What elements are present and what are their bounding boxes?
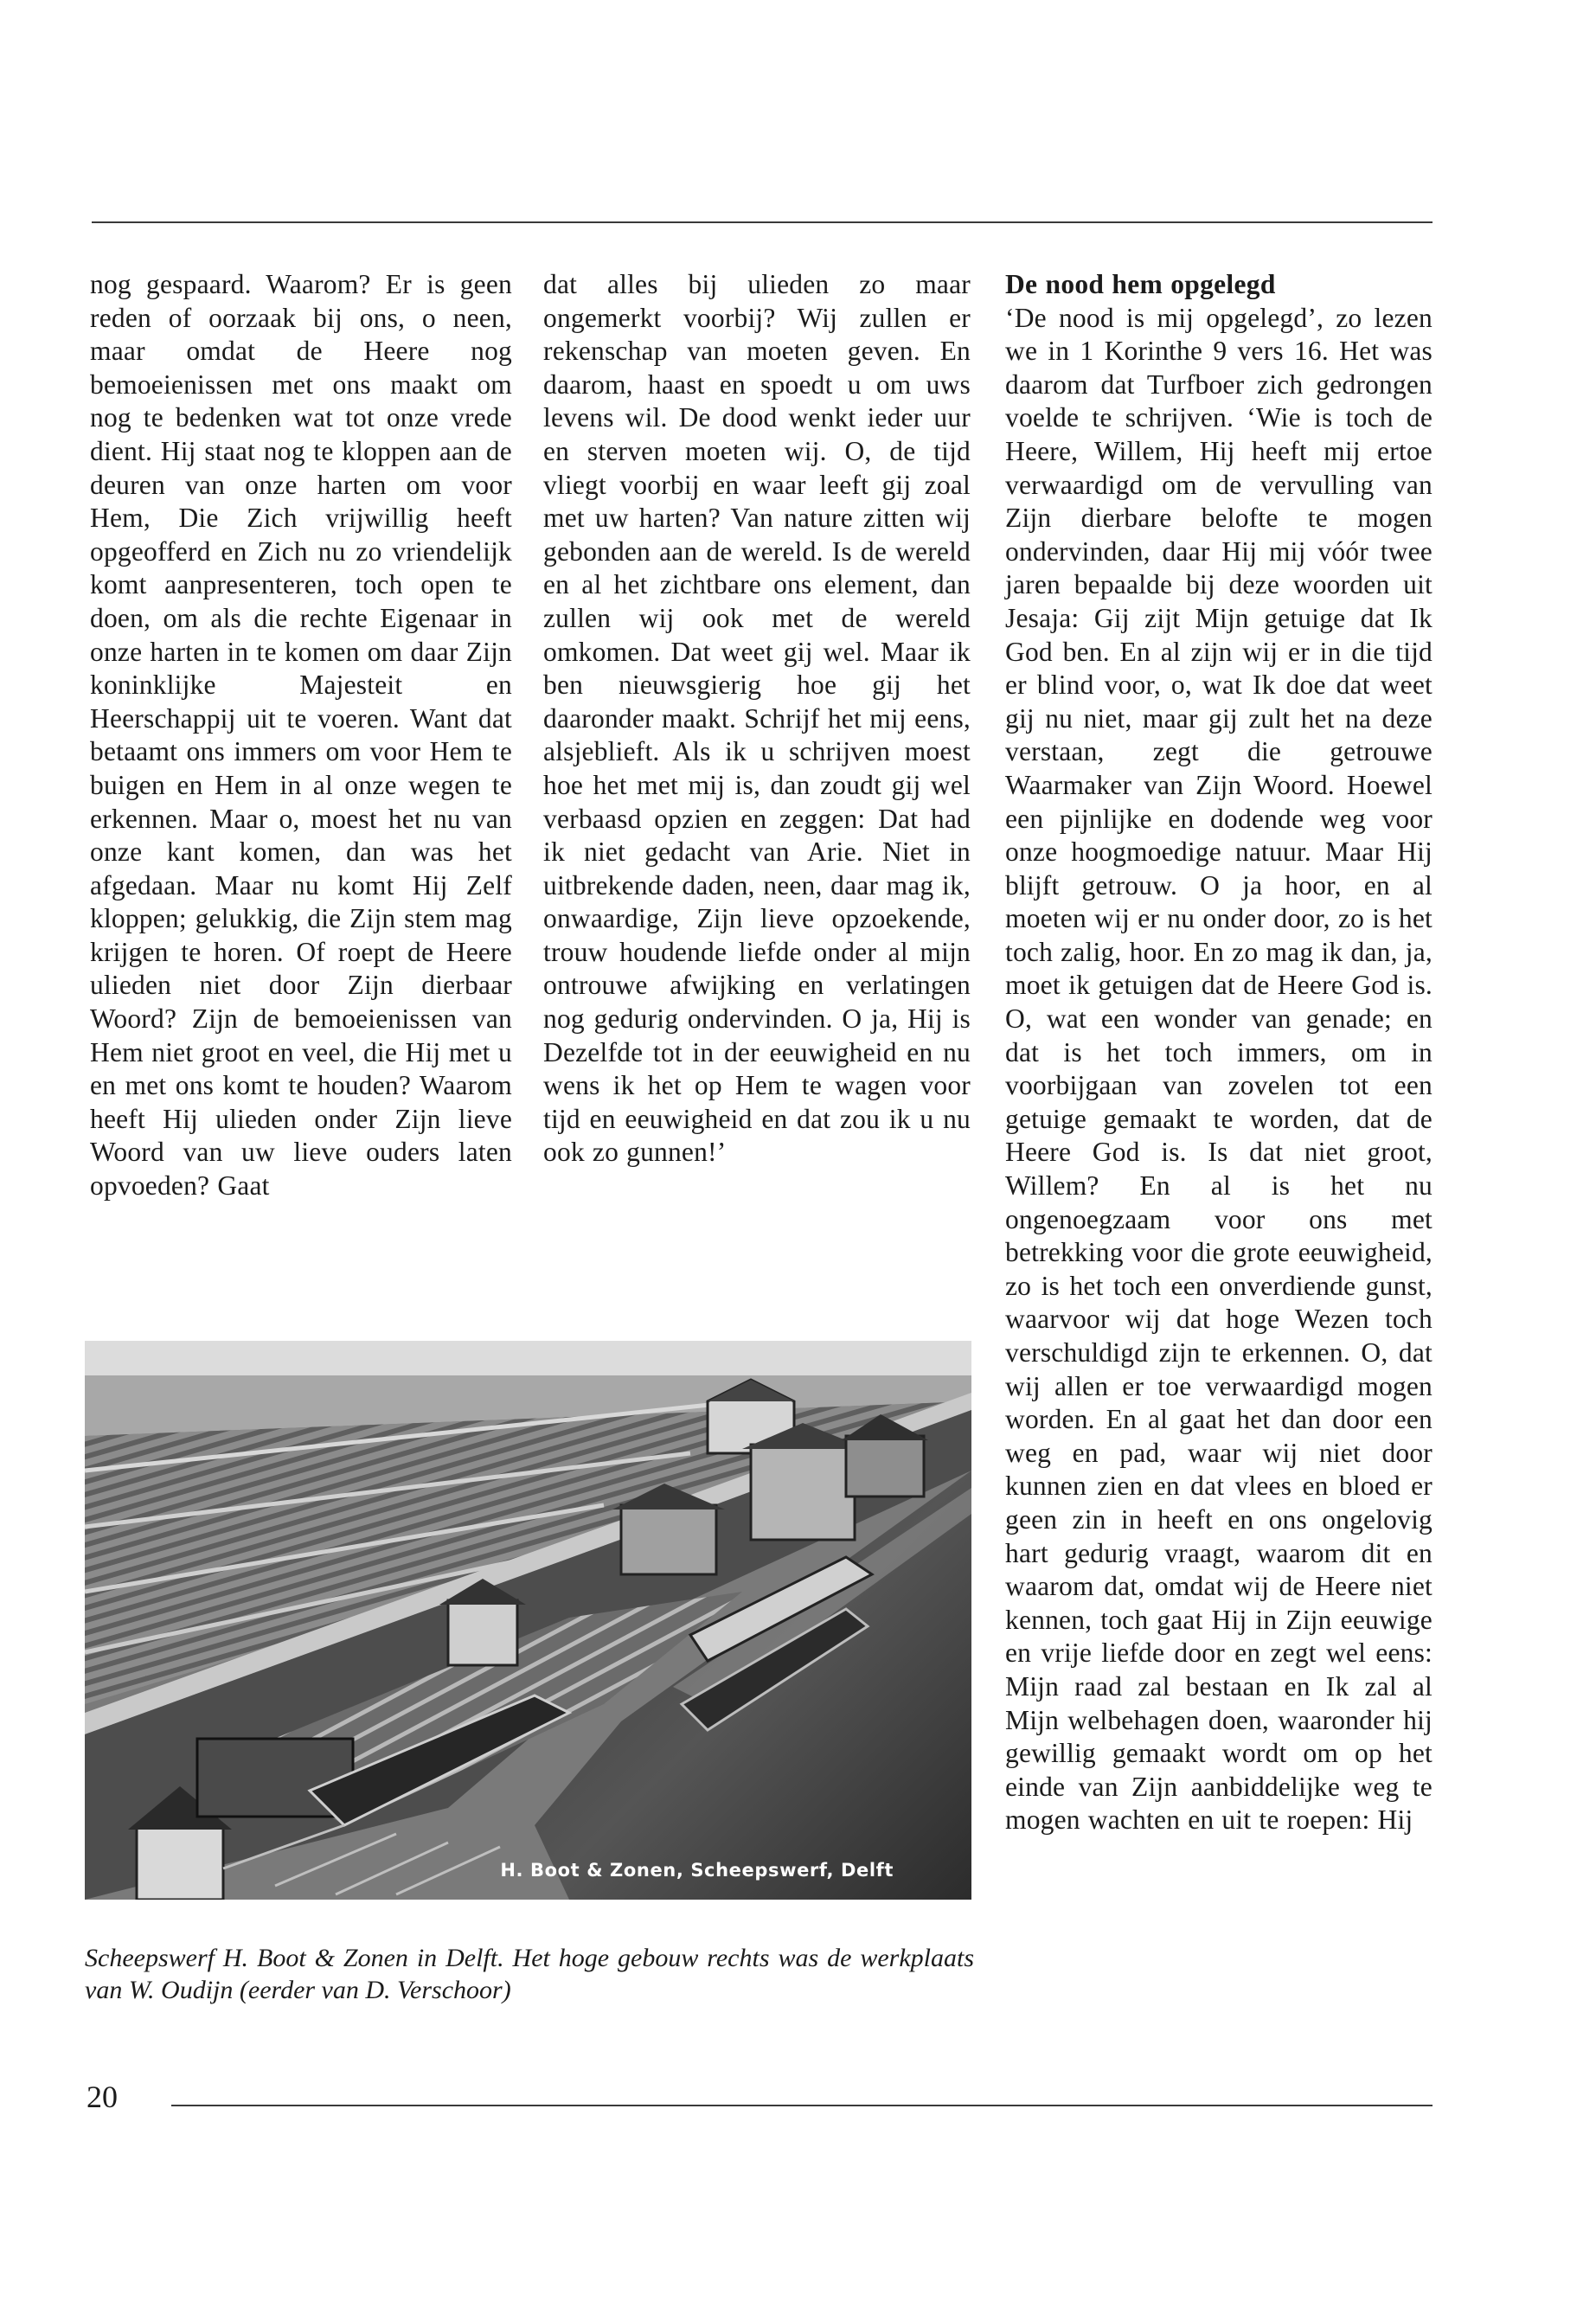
photo-caption: Scheepswerf H. Boot & Zonen in Delft. Het hoge gebouw rechts was de werkplaats van W. Oudijn (eerder van D. Verschoor) [85, 1944, 974, 2004]
photo-label: H. Boot & Zonen, Scheepswerf, Delft [500, 1860, 894, 1881]
text-column-1 [90, 268, 512, 1203]
shipyard-photo [85, 1341, 971, 1900]
column-3-text: ‘De nood is mij opgelegd’, zo lezen we in 1 Korinthe 9 vers 16. Het was daarom dat Turfboer zich gedrongen voelde te schrijven. ‘Wie is toch de Heere, Willem, Hij heeft mij ertoe verwaardigd om de vervulling van Zijn dierbare belofte te mogen ondervinden, daar Hij mij vóór twee jaren bepaalde bij deze woorden uit Jesaja: Gij zijt Mijn getuige dat Ik God ben. En al zijn wij er in die tijd er blind voor, o, wat Ik doe dat weet gij nu niet, maar gij zult het na deze verstaan, zegt die getrouwe Waarmaker van Zijn Woord. Hoewel een pijnlijke en dodende weg voor onze hoogmoedige natuur. Maar Hij blijft getrouw. O ja hoor, en al moeten wij er nu onder door, zo is het toch zalig, hoor. En zo mag ik dan, ja, moet ik getuigen dat de Heere God is. O, wat een wonder van genade; en dat is het toch immers, om in voorbijgaan van zovelen tot een getuige gemaakt te worden, dat de Heere God is. Is dat niet groot, Willem? En al is het nu ongenoegzaam voor ons met betrekking voor die grote eeuwigheid, zo is het toch een onverdiende gunst, waarvoor wij dat hoge Wezen toch verschuldigd zijn te erkennen. O, dat wij allen er toe verwaardigd mogen worden. En al gaat het dan door een weg en pad, waar wij niet door kunnen zien en dat vlees en bloed er geen zin in heeft en ons ongelovig hart gedurig vraagt, waarom dit en waarom dat, omdat wij de Heere niet kennen, toch gaat Hij in Zijn eeuwige en vrije liefde door en zegt wel eens: Mijn raad zal bestaan en Ik zal al Mijn welbehagen doen, waaronder hij gewillig gemaakt wordt om op het einde van Zijn aanbiddelijke weg te mogen wachten en uit te roepen: Hij [1005, 302, 1433, 1836]
aerial-shipyard-illustration [85, 1341, 971, 1900]
top-rule [92, 221, 1433, 223]
text-column-3 [1005, 268, 1433, 1837]
page-number: 20 [87, 2080, 118, 2114]
column-2-text: dat alles bij ulieden zo maar ongemerkt voorbij? Wij zullen er rekenschap van moeten geven. En daarom, haast en spoedt u om uws levens wil. De dood wenkt ieder uur en sterven moeten wij. O, de tijd vliegt voorbij en waar leeft gij zoal met uw harten? Van nature zitten wij gebonden aan de wereld. Is de wereld en al het zichtbare ons element, dan zullen wij ook met de wereld omkomen. Dat weet gij wel. Maar ik ben nieuwsgierig hoe gij het daaronder maakt. Schrijf het mij eens, alsjeblieft. Als ik u schrijven moest hoe het met mij is, dan zoudt gij wel verbaasd opzien en zeggen: Dat had ik niet gedacht van Arie. Niet in uitbrekende daden, neen, daar mag ik, onwaardige, Zijn lieve opzoekende, trouw houdende liefde onder al mijn ontrouwe afwijking en verlatingen nog gedurig ondervinden. O ja, Hij is Dezelfde tot in der eeuwigheid en nu wens ik het op Hem te wagen voor tijd en eeuwigheid en dat zou ik u nu ook zo gunnen!’ [543, 269, 971, 1168]
section-heading: De nood hem opgelegd [1005, 269, 1276, 299]
text-column-2 [543, 268, 971, 1170]
bottom-rule [171, 2105, 1433, 2106]
column-1-text: nog gespaard. Waarom? Er is geen reden of oorzaak bij ons, o neen, maar omdat de Heere nog bemoeienissen met ons maakt om nog te bedenken wat tot onze vrede dient. Hij staat nog te kloppen aan de deuren van onze harten om voor Hem, Die Zich vrijwillig heeft opgeofferd en Zich nu zo vriendelijk komt aanpresenteren, toch open te doen, om als die rechte Eigenaar in onze harten in te komen om daar Zijn koninklijke Majesteit en Heerschappij uit te voeren. Want dat betaamt ons immers om voor Hem te buigen en Hem in al onze wegen te erkennen. Maar o, moest het nu van onze kant komen, dan was het afgedaan. Maar nu komt Hij Zelf kloppen; gelukkig, die Zijn stem mag krijgen te horen. Of roept de Heere ulieden niet door Zijn dierbaar Woord? Zijn de bemoeienissen van Hem niet groot en veel, die Hij met u en met ons komt te houden? Waarom heeft Hij ulieden onder Zijn lieve Woord van uw lieve ouders laten opvoeden? Gaat [90, 269, 512, 1202]
